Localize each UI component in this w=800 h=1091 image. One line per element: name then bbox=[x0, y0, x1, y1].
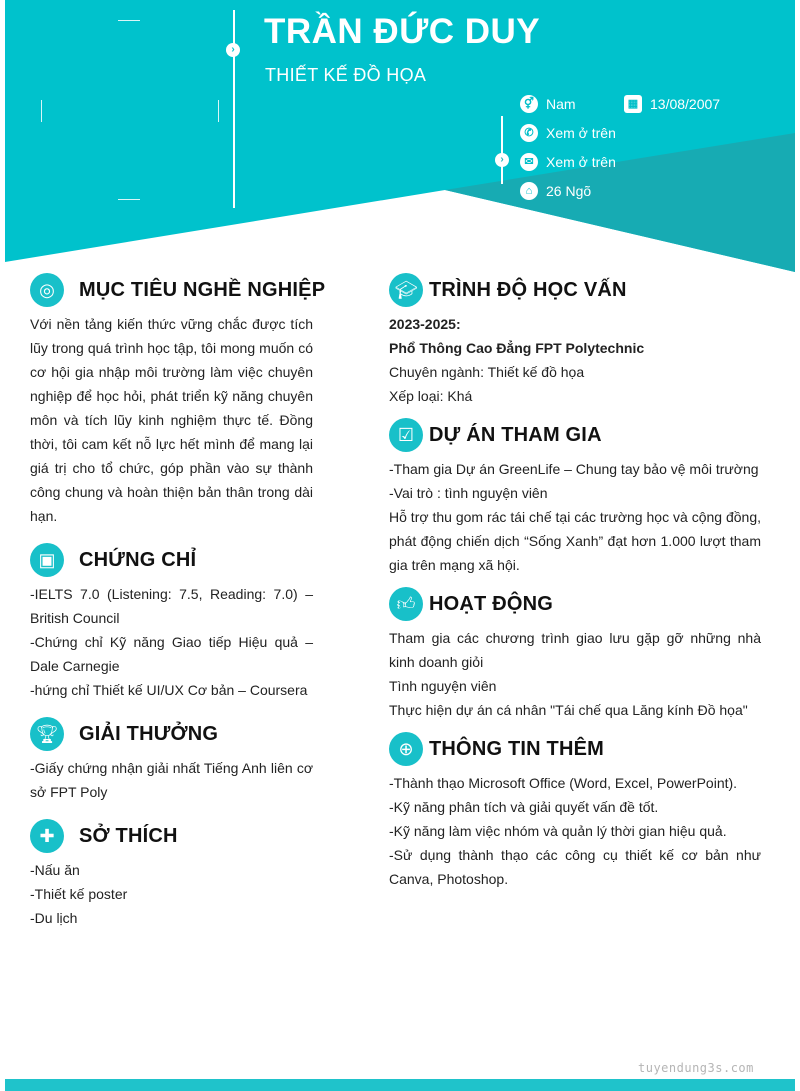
birthday-value: 13/08/2007 bbox=[650, 96, 721, 112]
list-item: -Kỹ năng phân tích và giải quyết vấn đề tốt. bbox=[389, 799, 659, 815]
objective-title: MỤC TIÊU NGHỀ NGHIỆP bbox=[79, 278, 326, 301]
footer-bar bbox=[5, 1079, 795, 1091]
gender-icon: ⚥ bbox=[520, 95, 538, 113]
additional-heading bbox=[389, 732, 604, 766]
awards-title: GIẢI THƯỞNG bbox=[79, 722, 219, 745]
phone-icon: ✆ bbox=[520, 124, 538, 142]
certificates-list bbox=[30, 582, 313, 702]
list-item: -Sử dụng thành thạo các công cụ thiết kế cơ bản như Canva, Photoshop. bbox=[389, 847, 761, 887]
certificates-title: CHỨNG CHỈ bbox=[79, 548, 197, 571]
education-major: Chuyên ngành: Thiết kế đồ họa bbox=[389, 364, 585, 380]
phone-value: Xem ở trên bbox=[546, 125, 616, 141]
list-item: -hứng chỉ Thiết kế UI/UX Cơ bản – Coursera bbox=[30, 682, 308, 698]
job-title: THIẾT KẾ ĐỒ HỌA bbox=[265, 65, 427, 85]
email-icon: ✉ bbox=[520, 153, 538, 171]
trophy-icon: 🏆︎ bbox=[30, 717, 64, 751]
contact-address bbox=[520, 182, 591, 200]
contact-divider bbox=[501, 116, 503, 184]
list-item: -Tham gia Dự án GreenLife – Chung tay bảo vệ môi trường bbox=[389, 461, 759, 477]
contact-gender bbox=[520, 95, 576, 113]
hobbies-title: SỞ THÍCH bbox=[79, 824, 178, 847]
graduation-cap-icon: 🎓︎ bbox=[389, 273, 423, 307]
gender-value: Nam bbox=[546, 96, 576, 112]
activities-list bbox=[389, 626, 761, 722]
list-item: -Chứng chỉ Kỹ năng Giao tiếp Hiệu quả – Dale Carnegie bbox=[30, 634, 313, 674]
education-title: TRÌNH ĐỘ HỌC VẤN bbox=[429, 278, 627, 301]
list-item: -Thiết kế poster bbox=[30, 886, 128, 902]
list-item: Tham gia các chương trình giao lưu gặp gỡ những nhà kinh doanh giỏi bbox=[389, 630, 761, 670]
calendar-icon: ▦ bbox=[624, 95, 642, 113]
hobbies-list bbox=[30, 858, 313, 930]
certificate-icon: ▣ bbox=[30, 543, 64, 577]
contact-birthday bbox=[624, 95, 720, 113]
watermark: tuyendung3s.com bbox=[638, 1061, 754, 1075]
projects-title: DỰ ÁN THAM GIA bbox=[429, 423, 602, 446]
activities-title: HOẠT ĐỘNG bbox=[429, 592, 554, 615]
thumbs-up-icon: 👍︎ bbox=[389, 587, 423, 621]
photo-placeholder bbox=[41, 20, 219, 200]
list-item: -Kỹ năng làm việc nhóm và quản lý thời gian hiệu quả. bbox=[389, 823, 727, 839]
awards-list bbox=[30, 756, 313, 804]
hobbies-heading bbox=[30, 819, 178, 853]
address-value: 26 Ngõ bbox=[546, 183, 592, 199]
list-item: -Du lịch bbox=[30, 910, 78, 926]
list-item: -Giấy chứng nhận giải nhất Tiếng Anh liên cơ sở FPT Poly bbox=[30, 760, 313, 800]
checklist-icon: ☑ bbox=[389, 418, 423, 452]
chevron-right-icon: › bbox=[495, 153, 509, 167]
list-item: Thực hiện dự án cá nhân "Tái chế qua Lăng kính Đồ họa" bbox=[389, 702, 748, 718]
activities-heading bbox=[389, 587, 553, 621]
contact-email bbox=[520, 153, 616, 171]
objective-heading bbox=[30, 273, 325, 307]
list-item: -IELTS 7.0 (Listening: 7.5, Reading: 7.0) – British Council bbox=[30, 586, 313, 626]
email-value: Xem ở trên bbox=[546, 154, 616, 170]
education-details bbox=[389, 312, 761, 408]
list-item: Tình nguyện viên bbox=[389, 678, 497, 694]
chevron-right-icon: › bbox=[226, 43, 240, 57]
candidate-name: TRẦN ĐỨC DUY bbox=[264, 12, 541, 51]
list-item: -Vai trò : tình nguyện viên bbox=[389, 485, 548, 501]
projects-list bbox=[389, 457, 761, 577]
projects-heading bbox=[389, 418, 602, 452]
education-school: Phổ Thông Cao Đẳng FPT Polytechnic bbox=[389, 340, 645, 356]
objective-text: Với nền tảng kiến thức vững chắc được tích lũy trong quá trình học tập, tôi mong muốn có cơ hội gia nhập môi trường làm việc chuyên nghiệp để học hỏi, phát triển kỹ năng chuyên môn và tích lũy kinh nghiệm thực tế. Đồng thời, tôi cam kết nỗ lực hết mình để mang lại giá trị cho tổ chức, góp phần vào sự thành công chung và hoàn thiện bản thân trong dài hạn. bbox=[30, 316, 313, 524]
header-divider bbox=[233, 10, 235, 208]
contact-phone bbox=[520, 124, 616, 142]
certificates-heading bbox=[30, 543, 196, 577]
plus-circle-icon: ⊕ bbox=[389, 732, 423, 766]
education-period: 2023-2025: bbox=[389, 316, 461, 332]
education-heading bbox=[389, 273, 627, 307]
list-item: -Thành thạo Microsoft Office (Word, Excel, PowerPoint). bbox=[389, 775, 738, 791]
education-rank: Xếp loại: Khá bbox=[389, 388, 473, 404]
home-icon: ⌂ bbox=[520, 182, 538, 200]
awards-heading bbox=[30, 717, 218, 751]
list-item: Hỗ trợ thu gom rác tái chế tại các trường học và cộng đồng, phát động chiến dịch “Sống Xanh” đạt hơn 1.000 lượt tham gia trên mạng xã hội. bbox=[389, 509, 761, 573]
target-icon: ◎ bbox=[30, 273, 64, 307]
gamepad-icon: ✚ bbox=[30, 819, 64, 853]
list-item: -Nấu ăn bbox=[30, 862, 80, 878]
additional-title: THÔNG TIN THÊM bbox=[429, 737, 605, 760]
additional-list bbox=[389, 771, 761, 891]
